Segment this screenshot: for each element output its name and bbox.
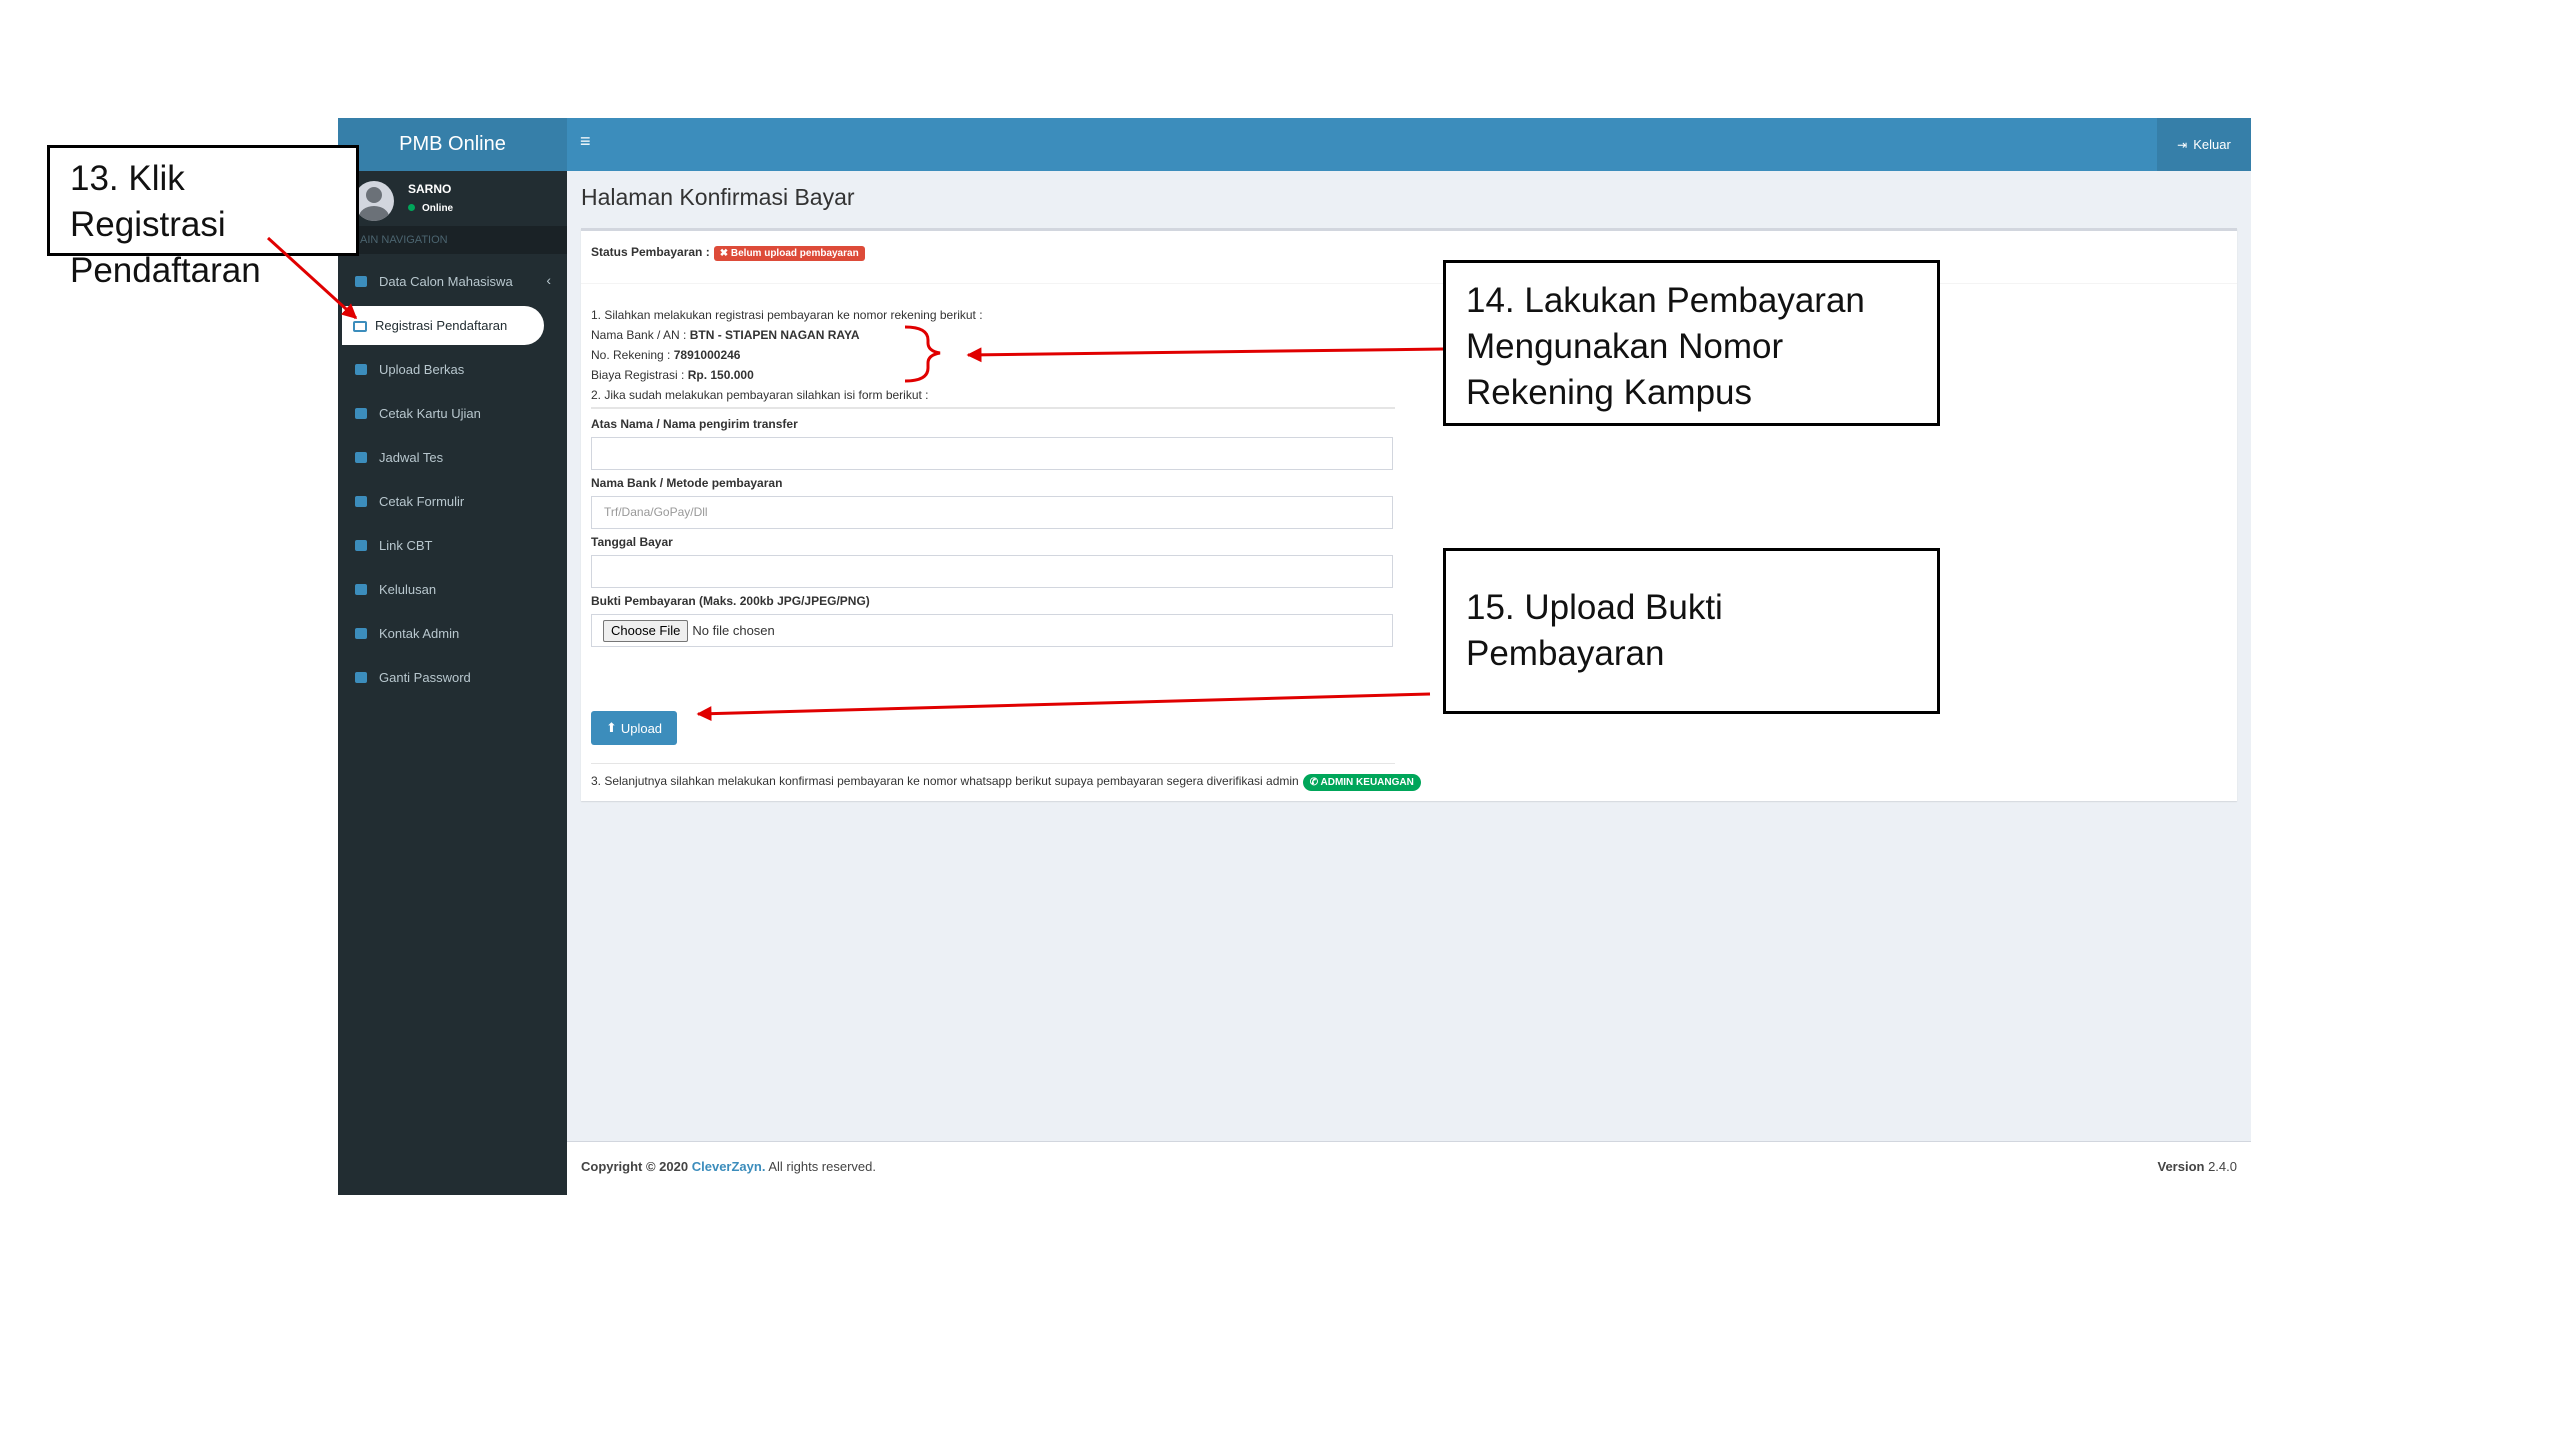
user-status — [408, 203, 453, 214]
sidebar-item-link-cbt[interactable] — [338, 526, 567, 565]
top-navbar — [567, 118, 2251, 171]
book-icon — [355, 584, 367, 595]
users-icon — [355, 276, 367, 287]
status-label: Status Pembayaran : — [591, 245, 710, 259]
version-label: Version — [2157, 1159, 2205, 1174]
brand-link[interactable]: CleverZayn. — [691, 1159, 766, 1174]
form-divider-bottom — [591, 763, 1395, 764]
annotation-13 — [47, 145, 359, 290]
phone-icon — [355, 628, 367, 639]
upload-label: Upload — [620, 720, 663, 736]
choose-file-button[interactable]: Choose File — [603, 620, 688, 642]
page-title: Halaman Konfirmasi Bayar — [581, 184, 855, 210]
nav-header: AIN NAVIGATION — [338, 226, 567, 254]
annotation-13-line2: Pendaftaran — [70, 251, 261, 290]
sidebar — [338, 118, 567, 1195]
sidebar-item-registrasi-pendaftaran[interactable] — [342, 306, 544, 345]
annotation-13-line1: 13. Klik Registrasi — [70, 159, 226, 244]
annotation-14 — [1443, 260, 1940, 426]
content-area — [567, 171, 2251, 1142]
logout-button[interactable] — [2157, 118, 2251, 171]
copyright — [581, 1159, 876, 1174]
upload-icon — [355, 364, 367, 375]
proof-file-input[interactable] — [591, 614, 1393, 647]
sidebar-item-label: Jadwal Tes — [379, 450, 444, 465]
avatar — [354, 181, 394, 221]
chevron-left-icon: ‹ — [546, 272, 551, 288]
annotation-14-line1: 14. Lakukan Pembayaran — [1466, 281, 1865, 320]
sidebar-item-label: Upload Berkas — [379, 362, 465, 377]
payment-date-label: Tanggal Bayar — [591, 535, 673, 549]
credit-card-icon — [353, 321, 367, 332]
divider — [581, 283, 2237, 284]
external-link-icon — [355, 540, 367, 551]
payment-status — [591, 245, 865, 261]
sidebar-item-label: Kelulusan — [379, 582, 437, 597]
annotation-15-text: 15. Upload Bukti Pembayaran — [1466, 588, 1723, 673]
payment-method-input[interactable]: Trf/Dana/GoPay/Dll — [591, 496, 1393, 529]
annotation-15 — [1443, 548, 1940, 714]
sidebar-item-data-calon-mahasiswa[interactable] — [338, 262, 567, 301]
payment-box — [581, 228, 2237, 801]
bank-label: Nama Bank / AN : — [591, 328, 687, 342]
payment-date-input[interactable] — [591, 555, 1393, 588]
sidebar-item-label: Registrasi Pendaftaran — [375, 318, 508, 333]
sidebar-item-kontak-admin[interactable] — [338, 614, 567, 653]
sidebar-item-jadwal-tes[interactable] — [338, 438, 567, 477]
step1-text: 1. Silahkan melakukan registrasi pembayaran ke nomor rekening berikut : — [591, 308, 983, 322]
sidebar-item-label: Cetak Formulir — [379, 494, 465, 509]
footer — [567, 1141, 2251, 1195]
sidebar-item-label: Ganti Password — [379, 670, 471, 685]
user-panel — [338, 171, 567, 226]
sender-name-label: Atas Nama / Nama pengirim transfer — [591, 417, 798, 431]
app-screenshot — [338, 118, 2251, 1195]
status-badge: ✖ Belum upload pembayaran — [714, 246, 865, 261]
copyright-prefix: Copyright © 2020 — [581, 1159, 689, 1174]
no-file-text: No file chosen — [692, 623, 775, 638]
annotation-14-line2: Mengunakan Nomor — [1466, 327, 1784, 366]
biaya-value: Rp. 150.000 — [687, 368, 754, 382]
step2-text: 2. Jika sudah melakukan pembayaran silahkan isi form berikut : — [591, 388, 929, 402]
version-value: 2.4.0 — [2208, 1159, 2237, 1174]
sidebar-item-kelulusan[interactable] — [338, 570, 567, 609]
user-status-label: Online — [422, 203, 454, 214]
sidebar-item-ganti-password[interactable] — [338, 658, 567, 697]
step3-line — [591, 774, 1421, 791]
sidebar-item-label: Kontak Admin — [379, 626, 460, 641]
file-icon — [355, 496, 367, 507]
biaya-line — [591, 368, 754, 382]
calendar-icon — [355, 452, 367, 463]
admin-keuangan-button[interactable]: ✆ ADMIN KEUANGAN — [1303, 774, 1421, 791]
rekening-line — [591, 348, 740, 362]
sidebar-item-cetak-kartu-ujian[interactable] — [338, 394, 567, 433]
upload-button[interactable] — [591, 711, 677, 745]
payment-method-label: Nama Bank / Metode pembayaran — [591, 476, 783, 490]
proof-label: Bukti Pembayaran (Maks. 200kb JPG/JPEG/PNG) — [591, 594, 870, 608]
bank-value: BTN - STIAPEN NAGAN RAYA — [689, 328, 860, 342]
app-logo[interactable]: PMB Online — [338, 118, 567, 171]
sidebar-item-cetak-formulir[interactable] — [338, 482, 567, 521]
logout-label: Keluar — [2193, 137, 2231, 152]
sidebar-item-label: Data Calon Mahasiswa — [379, 274, 513, 289]
step3-text: 3. Selanjutnya silahkan melakukan konfirmasi pembayaran ke nomor whatsapp berikut supaya pembayaran segera diverifikasi admin — [591, 774, 1299, 788]
sidebar-item-upload-berkas[interactable] — [338, 350, 567, 389]
rights-text: All rights reserved. — [768, 1159, 876, 1174]
user-icon — [355, 408, 367, 419]
user-name: SARNO — [408, 182, 452, 196]
sender-name-input[interactable] — [591, 437, 1393, 470]
rekening-value: 7891000246 — [673, 348, 741, 362]
version — [2157, 1159, 2237, 1174]
sidebar-item-label: Link CBT — [379, 538, 433, 553]
biaya-label: Biaya Registrasi : — [591, 368, 685, 382]
rekening-label: No. Rekening : — [591, 348, 671, 362]
form-divider — [591, 407, 1395, 409]
sidebar-menu — [338, 262, 567, 697]
online-dot-icon — [408, 204, 415, 211]
key-icon — [355, 672, 367, 683]
sign-out-icon: ⇥ — [2177, 137, 2188, 152]
bank-line — [591, 328, 860, 342]
annotation-14-line3: Rekening Kampus — [1466, 373, 1752, 412]
menu-toggle-icon[interactable]: ≡ — [580, 131, 591, 151]
upload-icon: ⬆ — [605, 720, 617, 735]
sidebar-item-label: Cetak Kartu Ujian — [379, 406, 481, 421]
